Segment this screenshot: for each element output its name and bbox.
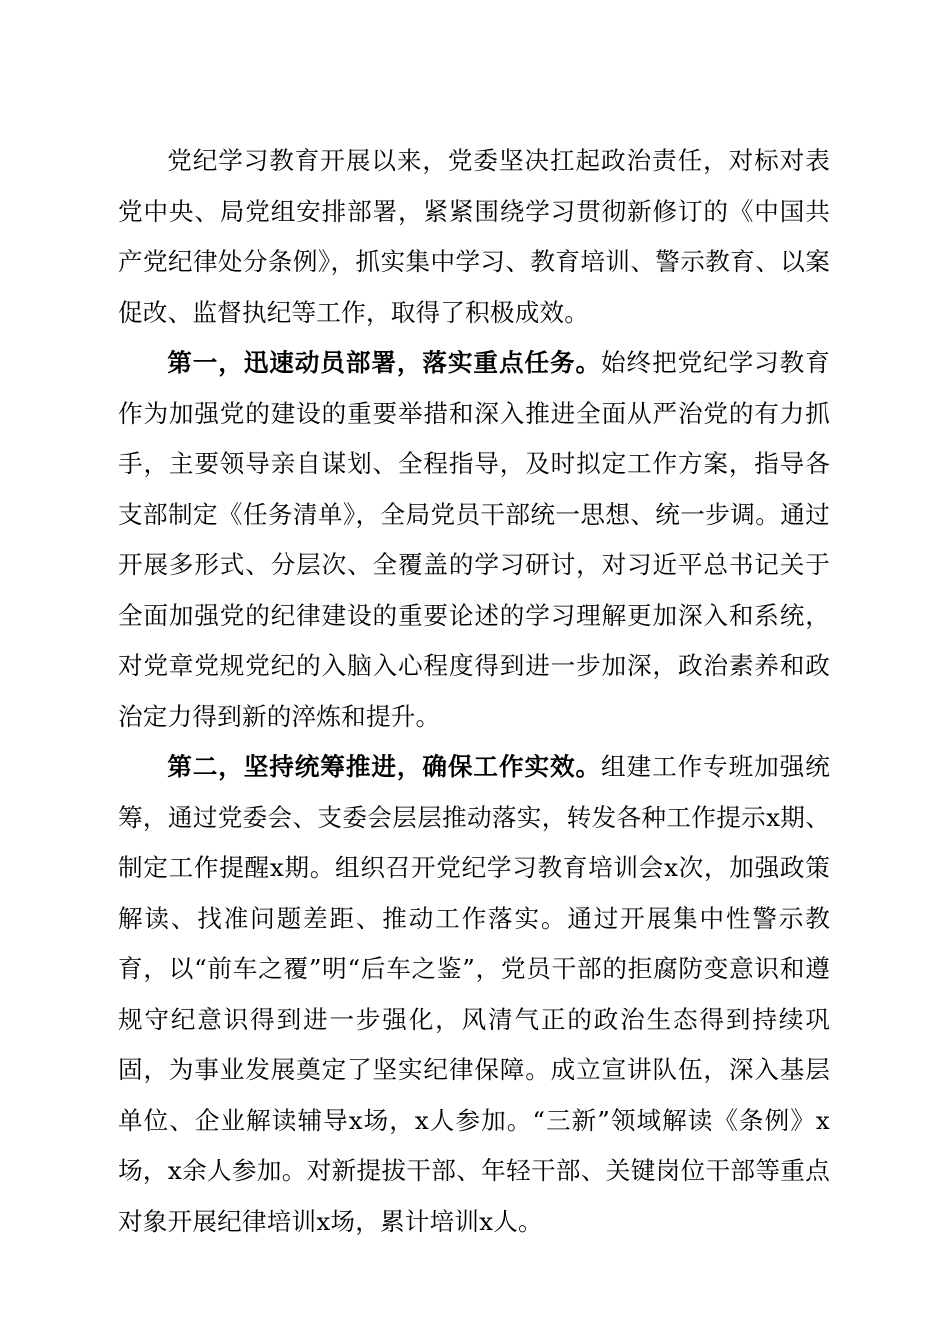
paragraph-second-heading: 第二，坚持统筹推进，确保工作实效。 [167,752,602,781]
paragraph-first-heading: 第一，迅速动员部署，落实重点任务。 [167,348,602,377]
paragraph-second [118,742,830,1247]
paragraph-first-text: 始终把党纪学习教育作为加强党的建设的重要举措和深入推进全面从严治党的有力抓手，主要领导亲自谋划、全程指导，及时拟定工作方案，指导各支部制定《任务清单》，全局党员干部统一思想、统一步调。通过开展多形式、分层次、全覆盖的学习研讨，对习近平总书记关于全面加强党的纪律建设的重要论述的学习理解更加深入和系统，对党章党规党纪的入脑入心程度得到进一步加深，政治素养和政治定力得到新的淬炼和提升。 [118,348,830,731]
paragraph-intro [118,136,830,338]
paragraph-first [118,338,830,742]
paragraph-intro-text: 党纪学习教育开展以来，党委坚决扛起政治责任，对标对表党中央、局党组安排部署，紧紧围绕学习贯彻新修订的《中国共产党纪律处分条例》，抓实集中学习、教育培训、警示教育、以案促改、监督执纪等工作，取得了积极成效。 [118,146,830,327]
document-body [118,136,830,1247]
paragraph-second-text: 组建工作专班加强统筹，通过党委会、支委会层层推动落实，转发各种工作提示x期、制定工作提醒x期。组织召开党纪学习教育培训会x次，加强政策解读、找准问题差距、推动工作落实。通过开展集中性警示教育，以“前车之覆”明“后车之鉴”，党员干部的拒腐防变意识和遵规守纪意识得到进一步强化，风清气正的政治生态得到持续巩固，为事业发展奠定了坚实纪律保障。成立宣讲队伍，深入基层单位、企业解读辅导x场，x人参加。“三新”领域解读《条例》x场，x余人参加。对新提拔干部、年轻干部、关键岗位干部等重点对象开展纪律培训x场，累计培训x人。 [118,752,830,1236]
